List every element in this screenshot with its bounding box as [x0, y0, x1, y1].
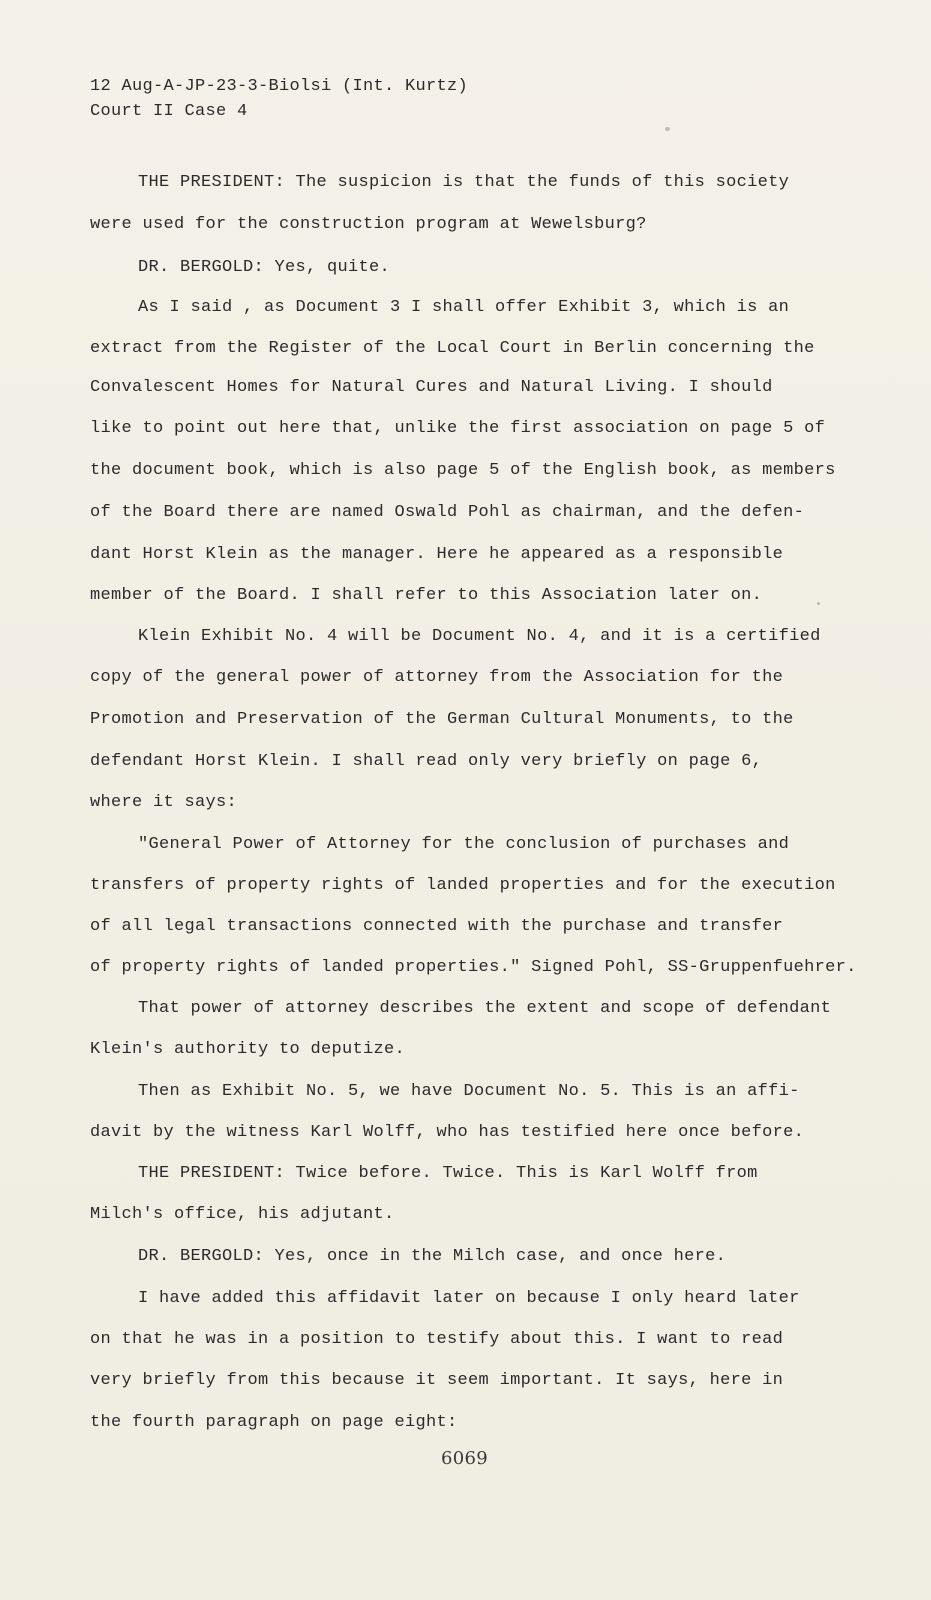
body-line: davit by the witness Karl Wolff, who has testified here once before.: [90, 1123, 805, 1142]
body-line: dant Horst Klein as the manager. Here he appeared as a responsible: [90, 545, 784, 564]
body-line: defendant Horst Klein. I shall read only very briefly on page 6,: [90, 752, 763, 771]
body-line: where it says:: [90, 793, 238, 812]
body-line: extract from the Register of the Local Court in Berlin concerning the: [90, 339, 815, 358]
body-line: I have added this affidavit later on because I only heard later: [138, 1289, 800, 1308]
body-line: very briefly from this because it seem important. It says, here in: [90, 1371, 784, 1390]
body-line: As I said , as Document 3 I shall offer Exhibit 3, which is an: [138, 298, 790, 317]
quote-line: of all legal transactions connected with the purchase and transfer: [90, 917, 784, 936]
body-line: Promotion and Preservation of the German Cultural Monuments, to the: [90, 710, 794, 729]
quote-line: transfers of property rights of landed properties and for the execution: [90, 876, 836, 895]
page-number: 6069: [441, 1448, 489, 1469]
body-line: the document book, which is also page 5 of the English book, as members: [90, 461, 836, 480]
body-line: DR. BERGOLD: Yes, quite.: [138, 258, 391, 277]
body-line: THE PRESIDENT: The suspicion is that the funds of this society: [138, 173, 790, 192]
body-line: Klein Exhibit No. 4 will be Document No. 4, and it is a certified: [138, 627, 821, 646]
body-line: Then as Exhibit No. 5, we have Document No. 5. This is an affi-: [138, 1082, 800, 1101]
body-line: were used for the construction program at Wewelsburg?: [90, 215, 647, 234]
header-line-1: 12 Aug-A-JP-23-3-Biolsi (Int. Kurtz): [90, 77, 469, 96]
body-line: Convalescent Homes for Natural Cures and Natural Living. I should: [90, 378, 773, 397]
paper-speck: [817, 602, 820, 605]
body-line: like to point out here that, unlike the first association on page 5 of: [90, 419, 826, 438]
document-header: [90, 74, 468, 124]
body-line: member of the Board. I shall refer to this Association later on.: [90, 586, 763, 605]
body-line: DR. BERGOLD: Yes, once in the Milch case, and once here.: [138, 1247, 727, 1266]
body-line: Klein's authority to deputize.: [90, 1040, 406, 1059]
quote-line: "General Power of Attorney for the conclusion of purchases and: [138, 835, 790, 854]
quote-line: of property rights of landed properties." Signed Pohl, SS-Gruppenfuehrer.: [90, 958, 857, 977]
body-line: on that he was in a position to testify about this. I want to read: [90, 1330, 784, 1349]
header-line-2: Court II Case 4: [90, 102, 248, 121]
body-line: of the Board there are named Oswald Pohl as chairman, and the defen-: [90, 503, 805, 522]
body-line: the fourth paragraph on page eight:: [90, 1413, 458, 1432]
body-line: That power of attorney describes the extent and scope of defendant: [138, 999, 832, 1018]
paper-speck: [665, 127, 670, 131]
body-line: copy of the general power of attorney from the Association for the: [90, 668, 784, 687]
body-line: Milch's office, his adjutant.: [90, 1205, 395, 1224]
body-line: THE PRESIDENT: Twice before. Twice. This is Karl Wolff from: [138, 1164, 758, 1183]
